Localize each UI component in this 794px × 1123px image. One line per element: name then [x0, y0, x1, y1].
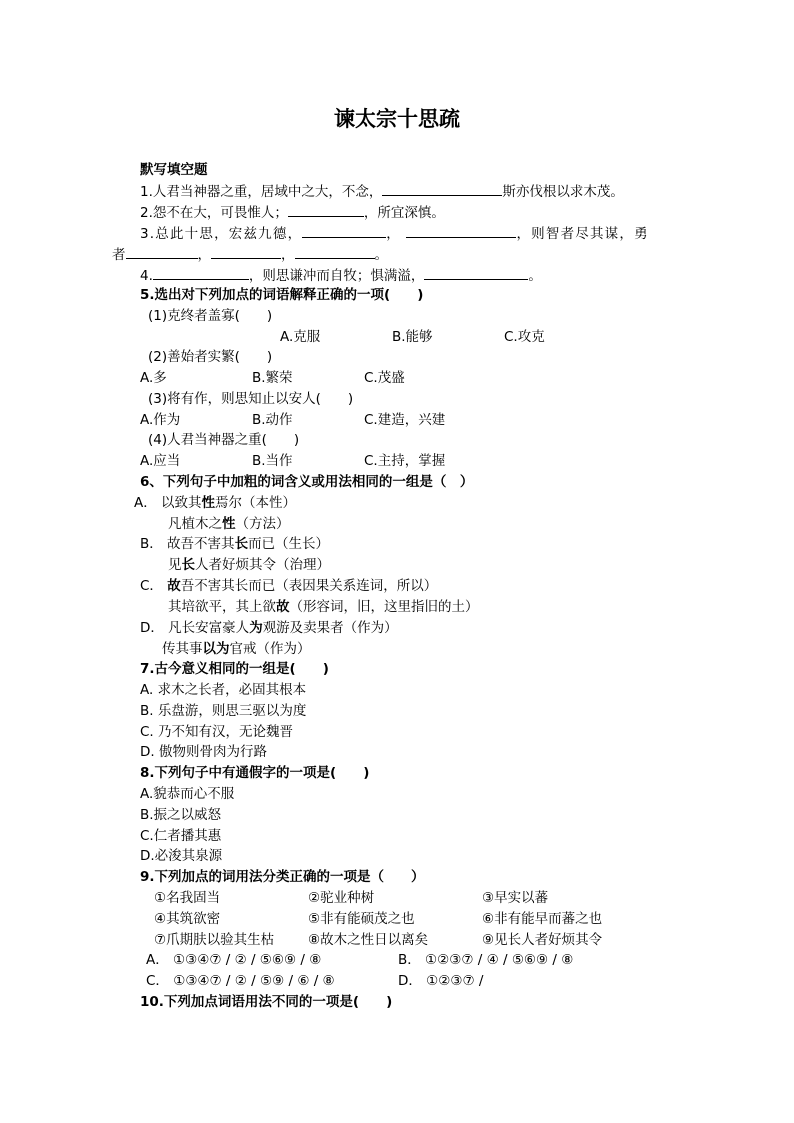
q9-options-cd — [0, 971, 794, 991]
blank[interactable] — [424, 265, 528, 280]
section-heading: 默写填空题 — [140, 162, 208, 178]
q9-item: ⑥非有能早而蕃之也 — [482, 911, 603, 927]
q5-options-3 — [0, 410, 794, 430]
fill-q2: 2.怨不在大，可畏惟人； ，所宜深慎。 — [140, 202, 445, 223]
q8-option-a[interactable]: A.貌恭而心不服 — [140, 786, 235, 802]
q6-stem: 6、下列句子中加粗的词含义或用法相同的一组是（ ） — [140, 474, 474, 490]
blank[interactable] — [126, 244, 198, 259]
q5-options-1 — [140, 327, 794, 347]
q9-item: ⑤非有能硕茂之也 — [308, 911, 415, 927]
fill-q4: 4. ，则思谦冲而自牧；惧满溢， 。 — [140, 265, 542, 286]
option-b[interactable]: B.繁荣 — [252, 370, 293, 386]
q9-row-1 — [0, 888, 794, 908]
blank[interactable] — [288, 202, 364, 217]
q7-option-b[interactable]: B. 乐盘游，则思三驱以为度 — [140, 703, 307, 719]
q9-stem: 9.下列加点的词用法分类正确的一项是（ ） — [140, 869, 425, 885]
q5-item-1: (1)克终者盖寡( ) — [148, 308, 273, 324]
q10-stem: 10.下列加点词语用法不同的一项是( ) — [140, 994, 393, 1010]
q9-item: ⑦爪期肤以验其生枯 — [154, 932, 275, 948]
q6-option-d-line1[interactable]: D． 凡长安富豪人为观游及卖果者（作为） — [140, 620, 398, 636]
option-c[interactable]: C.攻克 — [504, 329, 545, 345]
q7-stem: 7.古今意义相同的一组是( ) — [140, 661, 329, 677]
option-c[interactable]: C.茂盛 — [364, 370, 405, 386]
q9-option-c[interactable]: C． ①③④⑦ / ② / ⑤⑨ / ⑥ / ⑧ — [146, 973, 335, 989]
q6-option-a-line1[interactable]: A． 以致其性焉尔（本性） — [134, 495, 297, 511]
q8-option-b[interactable]: B.振之以威怒 — [140, 807, 222, 823]
fill-q3-cont: 者 ， ， 。 — [112, 244, 388, 265]
q9-item: ⑨见长人者好烦其令 — [482, 932, 603, 948]
q6-option-a-line2: 凡植木之性（方法） — [168, 516, 290, 532]
q5-item-3: (3)将有作，则思知止以安人( ) — [148, 391, 354, 407]
q9-option-a[interactable]: A． ①③④⑦ / ② / ⑤⑥⑨ / ⑧ — [146, 952, 322, 968]
q9-row-3 — [0, 930, 794, 950]
q5-item-2: (2)善始者实繁( ) — [148, 349, 273, 365]
q9-item: ④其筑欲密 — [154, 911, 221, 927]
option-a[interactable]: A.应当 — [140, 453, 181, 469]
blank[interactable] — [211, 244, 281, 259]
blank[interactable] — [382, 181, 502, 196]
q8-option-d[interactable]: D.必浚其泉源 — [140, 848, 223, 864]
q7-option-a[interactable]: A. 求木之长者，必固其根本 — [140, 682, 307, 698]
q5-options-2 — [0, 368, 794, 388]
q5-item-4: (4)人君当神器之重( ) — [148, 432, 300, 448]
q8-stem: 8.下列句子中有通假字的一项是( ) — [140, 765, 370, 781]
option-b[interactable]: B.能够 — [392, 329, 433, 345]
q6-option-d-line2: 传其事以为官戒（作为） — [162, 641, 311, 657]
blank[interactable] — [302, 223, 386, 238]
q9-option-d[interactable]: D． ①②③⑦ / — [398, 973, 484, 989]
option-a[interactable]: A.克服 — [280, 329, 321, 345]
q9-item: ③早实以蕃 — [482, 890, 549, 906]
q9-item: ①名我固当 — [154, 890, 221, 906]
q5-stem: 5.选出对下列加点的词语解释正确的一项( ) — [140, 287, 424, 303]
fill-q1: 1.人君当神器之重，居域中之大，不念， 斯亦伐根以求木茂。 — [140, 181, 624, 202]
q9-item: ⑧故木之性日以离矣 — [308, 932, 429, 948]
q6-option-c-line1[interactable]: C． 故吾不害其长而已（表因果关系连词，所以） — [140, 578, 438, 594]
q6-option-b-line1[interactable]: B． 故吾不害其长而已（生长） — [140, 536, 330, 552]
q9-row-2 — [0, 909, 794, 929]
option-c[interactable]: C.建造，兴建 — [364, 412, 446, 428]
blank[interactable] — [406, 223, 516, 238]
q6-option-c-line2: 其培欲平，其上欲故（形容词，旧，这里指旧的土） — [168, 599, 479, 615]
page-title: 谏太宗十思疏 — [334, 106, 460, 131]
q7-option-c[interactable]: C. 乃不知有汉，无论魏晋 — [140, 724, 294, 740]
fill-q3: 3.总此十思，宏兹九德， ， ，则智者尽其谋，勇 — [140, 223, 649, 244]
option-b[interactable]: B.动作 — [252, 412, 293, 428]
option-a[interactable]: A.多 — [140, 370, 167, 386]
blank[interactable] — [295, 244, 375, 259]
q5-options-4 — [0, 451, 794, 471]
q9-item: ②驼业种树 — [308, 890, 375, 906]
blank[interactable] — [153, 265, 249, 280]
option-b[interactable]: B.当作 — [252, 453, 293, 469]
q6-option-b-line2: 见长人者好烦其令（治理） — [168, 557, 330, 573]
q8-option-c[interactable]: C.仁者播其惠 — [140, 828, 222, 844]
q7-option-d[interactable]: D. 傲物则骨肉为行路 — [140, 744, 267, 760]
option-c[interactable]: C.主持，掌握 — [364, 453, 446, 469]
option-a[interactable]: A.作为 — [140, 412, 181, 428]
q9-options-ab — [0, 950, 794, 970]
q9-option-b[interactable]: B． ①②③⑦ / ④ / ⑤⑥⑨ / ⑧ — [398, 952, 574, 968]
